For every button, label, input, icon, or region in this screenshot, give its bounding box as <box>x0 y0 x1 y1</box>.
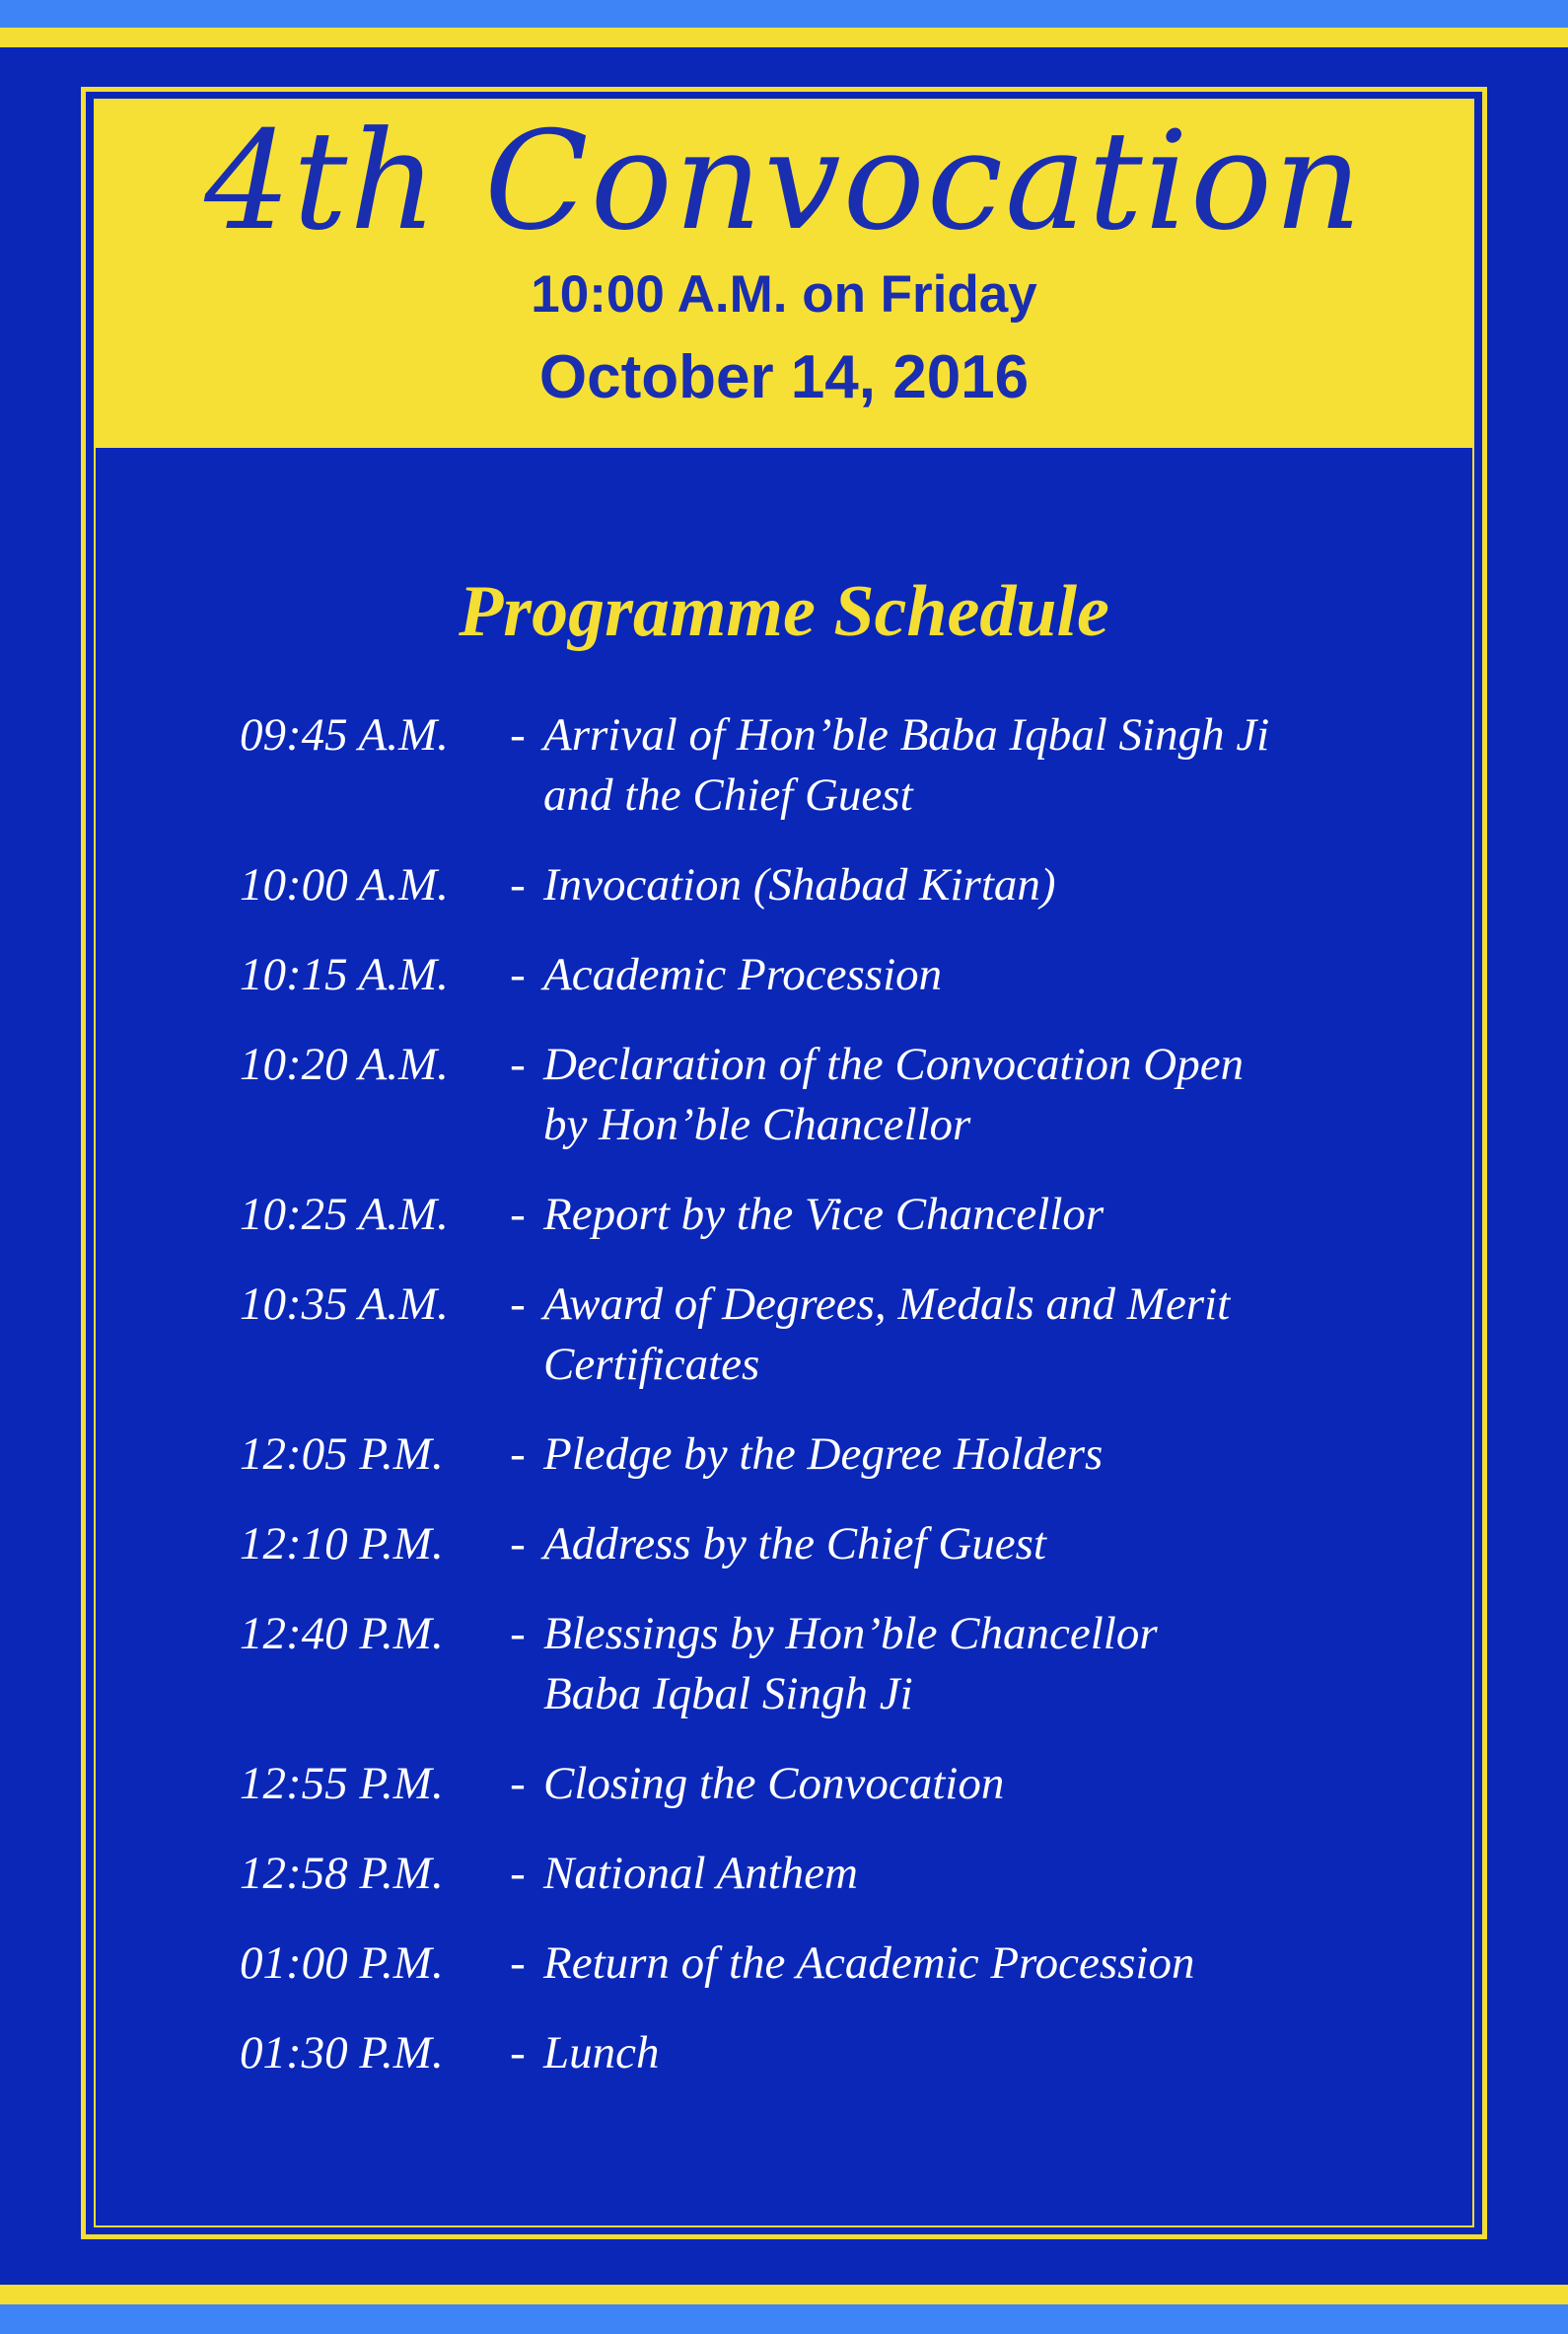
schedule-time: 10:00 A.M. <box>240 859 449 911</box>
schedule-description-line: Certificates <box>543 1339 760 1390</box>
schedule-description-line: Pledge by the Degree Holders <box>543 1428 1104 1480</box>
schedule-separator: - <box>510 1848 526 1899</box>
schedule-time: 10:35 A.M. <box>240 1278 449 1330</box>
schedule-item <box>240 2023 1403 2083</box>
schedule-separator: - <box>510 1278 526 1330</box>
schedule-item <box>240 1933 1403 1994</box>
schedule-description-line: Lunch <box>543 2027 660 2079</box>
schedule-description-line: Address by the Chief Guest <box>543 1518 1046 1569</box>
schedule-description <box>537 855 1403 915</box>
schedule-separator: - <box>510 2027 526 2079</box>
schedule-description <box>537 1185 1403 1245</box>
bottom-light-blue-stripe <box>0 2304 1568 2334</box>
schedule-time: 12:40 P.M. <box>240 1608 444 1659</box>
schedule-description-line: Award of Degrees, Medals and Merit <box>543 1278 1231 1330</box>
schedule-separator: - <box>510 709 526 761</box>
schedule-item <box>240 1604 1403 1724</box>
schedule-description-line: National Anthem <box>543 1848 858 1899</box>
schedule-separator: - <box>510 1758 526 1809</box>
schedule-item <box>240 1275 1403 1395</box>
schedule-time: 01:30 P.M. <box>240 2027 444 2079</box>
schedule-description <box>537 1035 1403 1155</box>
schedule-separator: - <box>510 949 526 1000</box>
event-time: 10:00 A.M. on Friday <box>531 265 1037 324</box>
schedule-item <box>240 1514 1403 1574</box>
schedule-separator: - <box>510 1189 526 1240</box>
schedule-time: 12:10 P.M. <box>240 1518 444 1569</box>
schedule-time: 09:45 A.M. <box>240 709 449 761</box>
schedule-description-line: Baba Iqbal Singh Ji <box>543 1668 913 1719</box>
bottom-yellow-stripe <box>0 2285 1568 2304</box>
schedule-description-line: Report by the Vice Chancellor <box>543 1189 1105 1240</box>
schedule-separator: - <box>510 1608 526 1659</box>
schedule-separator: - <box>510 1039 526 1090</box>
page-title: 4th Convocation <box>204 102 1364 260</box>
schedule-description-line: by Hon’ble Chancellor <box>543 1099 971 1150</box>
schedule-item <box>240 1035 1403 1155</box>
schedule-time: 12:58 P.M. <box>240 1848 444 1899</box>
event-date: October 14, 2016 <box>538 343 1030 411</box>
schedule-item <box>240 1185 1403 1245</box>
schedule-time: 12:55 P.M. <box>240 1758 444 1809</box>
schedule-separator: - <box>510 859 526 911</box>
schedule-time: 12:05 P.M. <box>240 1428 444 1480</box>
schedule-description <box>537 945 1403 1005</box>
schedule-item <box>240 1424 1403 1485</box>
top-light-blue-stripe <box>0 0 1568 28</box>
schedule-description <box>537 2023 1403 2083</box>
schedule-time: 01:00 P.M. <box>240 1937 444 1989</box>
schedule-description <box>537 1424 1403 1485</box>
schedule-item <box>240 855 1403 915</box>
schedule-time: 10:15 A.M. <box>240 949 449 1000</box>
schedule-description-line: Invocation (Shabad Kirtan) <box>543 859 1056 911</box>
schedule-description <box>537 1933 1403 1994</box>
schedule-description-line: Academic Procession <box>543 949 943 1000</box>
schedule-description <box>537 1754 1403 1814</box>
schedule-description-line: Blessings by Hon’ble Chancellor <box>543 1608 1158 1659</box>
schedule-description <box>537 1275 1403 1395</box>
schedule-item <box>240 705 1403 826</box>
schedule-description-line: Arrival of Hon’ble Baba Iqbal Singh Ji <box>543 709 1270 761</box>
schedule-separator: - <box>510 1428 526 1480</box>
schedule-item <box>240 945 1403 1005</box>
schedule-description-line: Return of the Academic Procession <box>543 1937 1195 1989</box>
programme-heading: Programme Schedule <box>459 571 1109 652</box>
schedule-description <box>537 1514 1403 1574</box>
schedule-description <box>537 705 1403 826</box>
schedule-time: 10:20 A.M. <box>240 1039 449 1090</box>
schedule-description <box>537 1604 1403 1724</box>
schedule-time: 10:25 A.M. <box>240 1189 449 1240</box>
schedule-item <box>240 1844 1403 1904</box>
top-yellow-stripe <box>0 28 1568 47</box>
programme-schedule-list <box>240 705 1403 2083</box>
schedule-description-line: Closing the Convocation <box>543 1758 1005 1809</box>
schedule-separator: - <box>510 1518 526 1569</box>
schedule-separator: - <box>510 1937 526 1989</box>
schedule-item <box>240 1754 1403 1814</box>
schedule-description <box>537 1844 1403 1904</box>
schedule-description-line: and the Chief Guest <box>543 769 913 821</box>
schedule-description-line: Declaration of the Convocation Open <box>543 1039 1245 1090</box>
